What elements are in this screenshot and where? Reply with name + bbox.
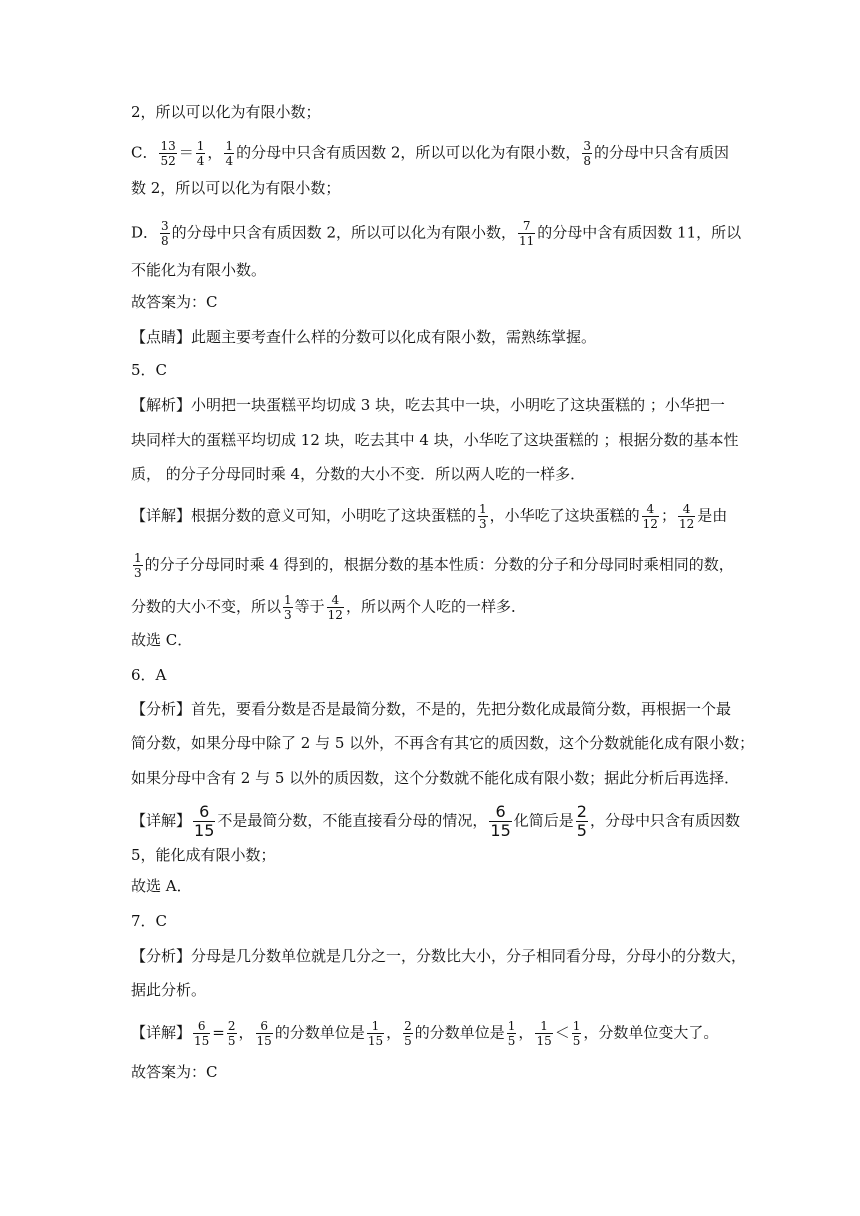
fraction-denominator: 15 [367,1034,384,1048]
fraction [193,1019,210,1048]
fraction-denominator: 8 [161,234,169,248]
text-run: ， [518,1023,534,1042]
text-run: 故选 A． [131,877,192,895]
text-run: ， [238,1023,254,1042]
fraction-denominator: 15 [490,821,511,840]
fraction [224,139,234,168]
fraction-denominator: 15 [194,821,215,840]
text-run: 的分母中只含有质因 [594,143,730,162]
fraction-numerator: 2 [576,802,587,821]
fraction [196,139,206,168]
text-run: 的分子分母同时乘 4 得到的，根据分数的基本性质：分数的分子和分母同时乘相同的数， [144,555,734,574]
fraction-numerator: 1 [225,139,234,153]
text-line [131,291,217,313]
fraction [642,502,659,531]
text-line [131,732,754,754]
text-line [131,803,740,840]
text-run: 的分母中含有质因数 11，所以 [537,223,742,242]
fraction [576,803,588,840]
fraction-denominator: 12 [678,517,695,531]
fraction-denominator: 4 [225,154,234,168]
text-run: 据此分析。 [131,981,207,999]
text-run: ，所以两个人吃的一样多． [345,597,526,616]
fraction-denominator: 5 [507,1034,516,1048]
fraction [193,803,215,840]
text-line [131,101,321,123]
fraction [518,219,535,248]
fraction-denominator: 3 [134,566,142,580]
text-run: 故答案为：C [131,293,218,311]
text-run: ，分母中只含有质因数 [589,811,740,830]
fraction-denominator: 5 [404,1034,412,1048]
text-run: 【分析】分母是几分数单位就是几分之一，分数比大小，分子相同看分母，分母小的分数大， [131,947,747,965]
text-line [131,664,166,686]
text-run: 【详解】根据分数的意义可知，小明吃了这块蛋糕的 [131,506,477,525]
fraction-denominator: 12 [642,517,658,531]
text-line [131,698,731,720]
text-line [131,629,192,651]
fraction-numerator: 1 [479,502,487,516]
fraction-numerator: 1 [284,593,292,607]
fraction-numerator: 6 [260,1019,268,1033]
fraction-numerator: 2 [404,1019,412,1033]
text-line [131,945,746,967]
fraction-numerator: 1 [540,1019,548,1033]
text-line [131,1061,217,1083]
text-run: 块同样大的蛋糕平均切成 12 块，吃去其中 4 块，小华吃了这块蛋糕的 ；根据分数的基本性 [131,431,739,449]
text-run: 数 2，所以可以化为有限小数； [131,179,341,197]
fraction [159,139,176,168]
text-run: 不能化为有限小数。 [131,261,267,279]
fraction-denominator: 5 [227,1034,236,1048]
text-run: D． [131,223,159,242]
fraction-denominator: 5 [576,821,587,840]
text-run: 等于 [294,597,325,616]
text-run: 【解析】小明把一块蛋糕平均切成 3 块，吃去其中一块，小明吃了这块蛋糕的 ；小华把一 [131,396,725,414]
text-run: 如果分母中含有 2 与 5 以外的质因数，这个分数就不能化成有限小数；据此分析后再选择． [131,769,740,787]
fraction [256,1019,273,1048]
fraction [227,1019,237,1048]
fraction-numerator: 4 [682,502,691,516]
fraction [535,1019,552,1048]
fraction-numerator: 3 [583,139,592,153]
text-run: 故答案为：C [131,1063,218,1081]
text-line [131,219,741,248]
text-run: 的分数单位是 [274,1023,365,1042]
text-run: 简分数，如果分母中除了 2 与 5 以外，不再含有其它的质因数，这个分数就能化成有限小数； [131,734,755,752]
fraction [403,1019,413,1048]
text-line [131,326,596,348]
fraction-denominator: 5 [572,1034,581,1048]
text-line [131,463,585,485]
fraction-numerator: 1 [572,1019,581,1033]
text-run: 故选 C． [131,631,193,649]
text-run: 【分析】首先，要看分数是否是最简分数，不是的，先把分数化成最简分数，再根据一个最 [131,700,732,718]
fraction-numerator: 6 [495,802,506,821]
fraction-numerator: 1 [196,139,205,153]
text-run: 【详解】 [131,1023,192,1042]
text-run: ； [660,506,676,525]
fraction-numerator: 1 [507,1019,516,1033]
fraction-numerator: 2 [227,1019,236,1033]
text-line [131,910,167,932]
text-line [131,593,526,622]
text-run: ， [386,1023,402,1042]
text-run: 化简后是 [513,811,574,830]
fraction-denominator: 11 [519,234,535,248]
fraction-numerator: 6 [199,802,210,821]
text-line [131,429,738,451]
text-line [131,844,276,866]
fraction-denominator: 3 [284,608,292,622]
fraction-denominator: 15 [256,1034,272,1048]
text-run: 7．C [131,912,168,930]
fraction-numerator: 3 [161,219,169,233]
text-run: C． [131,143,158,162]
text-run: 的分母中只含有质因数 2，所以可以化为有限小数， [171,223,516,242]
fraction-numerator: 1 [371,1019,380,1033]
fraction-denominator: 8 [583,154,592,168]
fraction-numerator: 6 [197,1019,206,1033]
text-run: 是由 [697,506,728,525]
fraction-denominator: 15 [194,1034,210,1048]
text-line [131,394,725,416]
text-run: 【点睛】此题主要考查什么样的分数可以化成有限小数，需熟练掌握。 [131,328,597,346]
fraction-denominator: 15 [536,1034,552,1048]
text-run: ，分数单位变大了。 [583,1023,719,1042]
fraction-denominator: 4 [196,154,205,168]
fraction-denominator: 52 [160,154,176,168]
text-line [131,359,167,381]
fraction [283,593,293,622]
fraction [507,1019,517,1048]
text-line [131,875,192,897]
text-line [131,502,727,531]
text-line [131,139,729,168]
text-run: 分数的大小不变，所以 [131,597,282,616]
text-run: 不是最简分数，不能直接看分母的情况， [217,811,488,830]
text-run: 6．A [131,666,167,684]
fraction-numerator: 4 [331,593,340,607]
fraction [160,219,170,248]
text-line [131,551,734,580]
fraction [572,1019,582,1048]
text-run: 5．C [131,361,168,379]
fraction-numerator: 4 [646,502,655,516]
text-line [131,259,266,281]
text-run: ＝ [178,143,194,162]
fraction [489,803,511,840]
fraction [133,551,143,580]
text-run: 【详解】 [131,811,192,830]
text-line [131,177,340,199]
text-run: 质， 的分子分母同时乘 4，分数的大小不变．所以两人吃的一样多． [131,465,586,483]
fraction [678,502,695,531]
text-run: ＜ [554,1023,570,1042]
fraction-numerator: 7 [522,219,531,233]
fraction-denominator: 12 [327,608,343,622]
fraction-denominator: 3 [479,517,487,531]
text-line [131,1019,718,1048]
text-run: = [212,1023,225,1042]
text-run: 2，所以可以化为有限小数； [131,103,321,121]
text-run: 的分数单位是 [414,1023,505,1042]
fraction-numerator: 1 [134,551,142,565]
text-run: 5，能化成有限小数； [131,846,276,864]
text-run: ， [207,143,223,162]
text-run: 的分母中只含有质因数 2，所以可以化为有限小数， [236,143,581,162]
fraction [582,139,592,168]
fraction [367,1019,384,1048]
fraction-numerator: 13 [160,139,176,153]
fraction [327,593,344,622]
text-run: ，小华吃了这块蛋糕的 [489,506,640,525]
text-line [131,979,206,1001]
text-line [131,767,739,789]
fraction [478,502,488,531]
